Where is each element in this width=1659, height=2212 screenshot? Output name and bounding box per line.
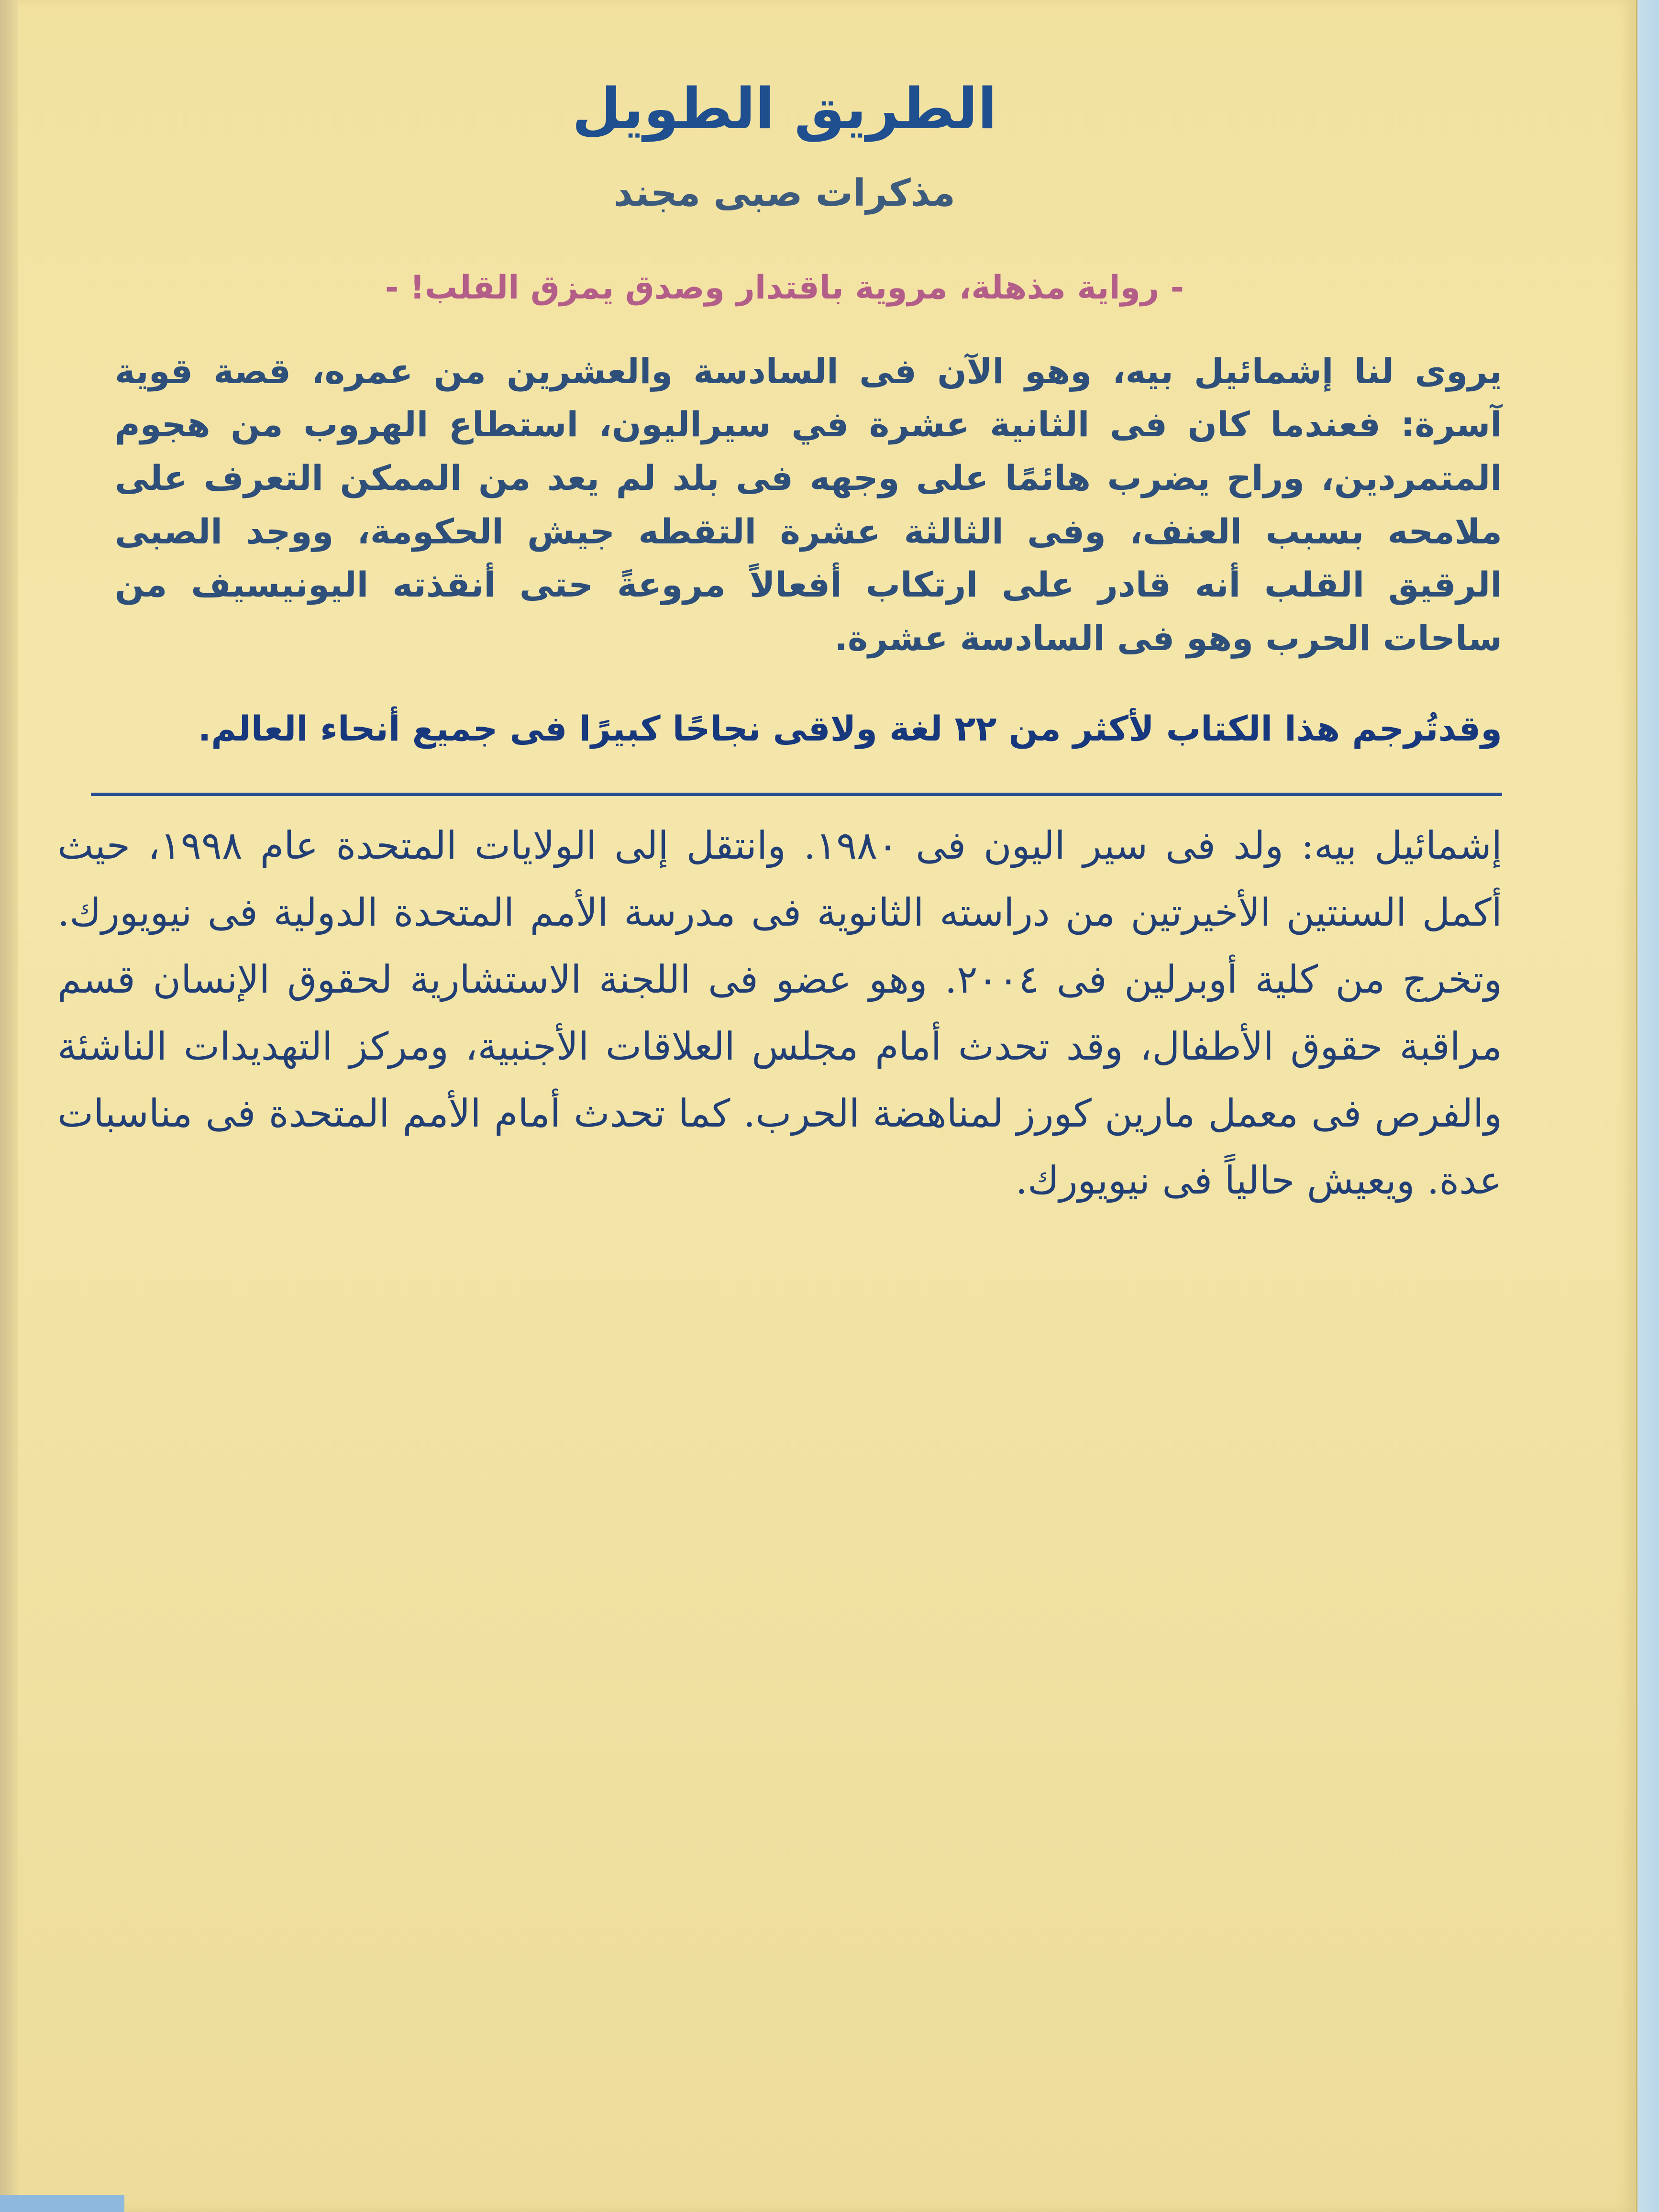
author-biography: إشمائيل بيه: ولد فى سير اليون فى ١٩٨٠. وانتقل إلى الولايات المتحدة عام ١٩٩٨، حيث أكمل السنتين الأخيرتين من دراسته الثانوية فى مدرسة الأمم المتحدة الدولية فى نيويورك. وتخرج من كلية أوبرلين فى ٢٠٠٤. وهو عضو فى اللجنة الاستشارية لحقوق الإنسان قسم مراقبة حقوق الأطفال، وقد تحدث أمام مجلس العلاقات الأجنبية، ومركز التهديدات الناشئة والفرص فى معمل مارين كورز لمناهضة الحرب. كما تحدث أمام الأمم المتحدة فى مناسبات عدة. ويعيش حالياً فى نيويورك. bbox=[57, 823, 1503, 1203]
book-tagline: - رواية مذهلة، مروية باقتدار وصدق يمزق القلب! - bbox=[385, 269, 1184, 307]
back-cover-content bbox=[57, 76, 1503, 2038]
book-summary: يروى لنا إشمائيل بيه، وهو الآن فى السادسة والعشرين من عمره، قصة قوية آسرة: فعندما كان فى الثانية عشرة في سيراليون، استطاع الهروب من هجوم المتمردين، وراح يضرب هائمًا على وجهه فى بلد لم يعد من الممكن التعرف على ملامحه بسبب العنف، وفى الثالثة عشرة التقطه جيش الحكومة، ووجد الصبى الرقيق القلب أنه قادر على ارتكاب أفعالاً مروعةً حتى أنقذته اليونيسيف من ساحات الحرب وهو فى السادسة عشرة. bbox=[115, 351, 1502, 658]
background-strip bbox=[0, 2195, 124, 2212]
book-subtitle: مذكرات صبى مجند bbox=[613, 171, 956, 215]
translation-note: وقدتُرجم هذا الكتاب لأكثر من ٢٢ لغة ولاقى نجاحًا كبيرًا فى جميع أنحاء العالم. bbox=[198, 708, 1502, 749]
spine-shadow bbox=[0, 0, 18, 2212]
section-divider bbox=[91, 793, 1502, 796]
book-title: الطريق الطويل bbox=[572, 76, 997, 142]
